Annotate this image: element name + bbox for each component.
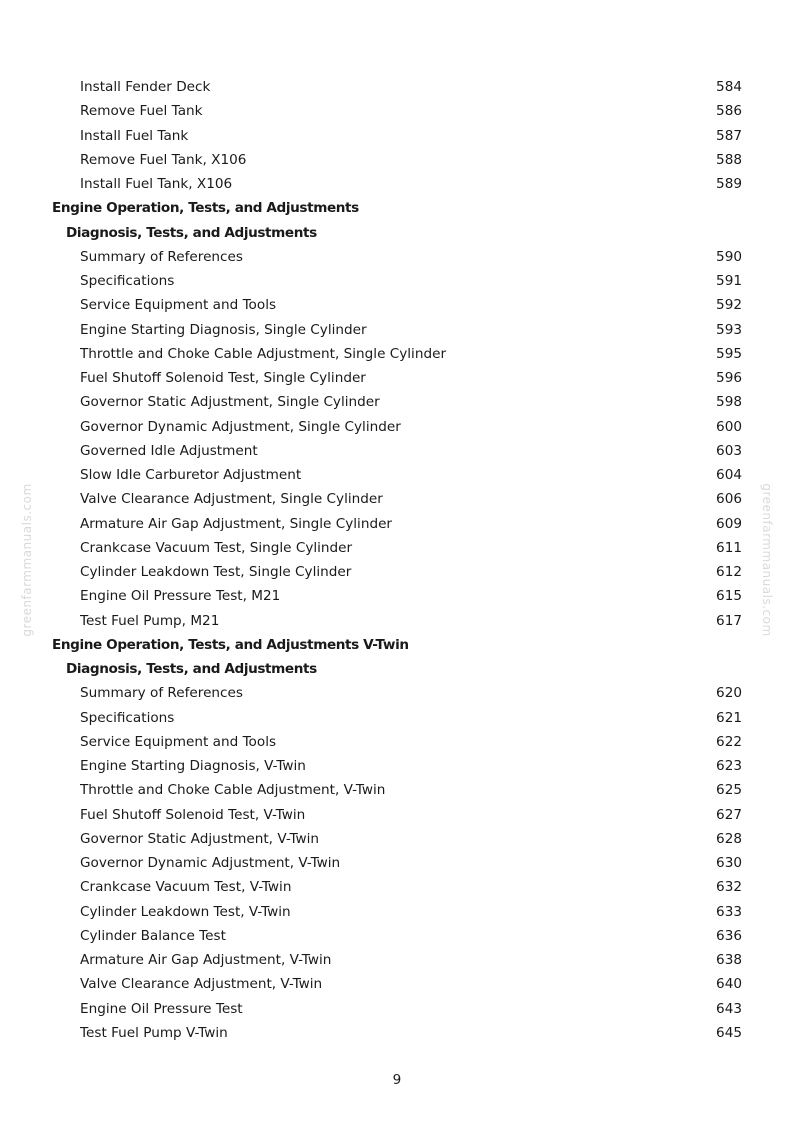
- toc-entry[interactable]: [0, 487, 794, 511]
- toc-entry[interactable]: [0, 875, 794, 899]
- toc-section-heading[interactable]: [0, 196, 794, 220]
- toc-entry-title: Engine Operation, Tests, and Adjustments: [52, 200, 359, 217]
- toc-entry-title: Governor Dynamic Adjustment, V-Twin: [80, 855, 341, 871]
- toc-entry[interactable]: [0, 609, 794, 633]
- toc-entry[interactable]: [0, 293, 794, 317]
- toc-entry-title: Fuel Shutoff Solenoid Test, V-Twin: [80, 806, 306, 823]
- page-number: 9: [392, 1072, 402, 1088]
- toc-entry-title: Diagnosis, Tests, and Adjustments: [66, 224, 317, 241]
- toc-entry[interactable]: [0, 390, 794, 414]
- toc-entry-title: Crankcase Vacuum Test, Single Cylinder: [80, 539, 353, 556]
- toc-entry-title: Engine Starting Diagnosis, V-Twin: [80, 758, 306, 774]
- toc-subsection-heading[interactable]: [0, 221, 794, 245]
- toc-entry-title: Armature Air Gap Adjustment, V-Twin: [80, 952, 332, 968]
- toc-entry-title: Specifications: [80, 273, 175, 289]
- toc-entry[interactable]: [0, 463, 794, 487]
- toc-entry-page-number: 606: [716, 491, 742, 508]
- toc-entry-page-number: 587: [716, 127, 742, 144]
- toc-entry-title: Governor Static Adjustment, V-Twin: [80, 830, 320, 847]
- toc-entry[interactable]: [0, 99, 794, 123]
- toc-entry[interactable]: [0, 366, 794, 390]
- toc-entry-page-number: 592: [716, 297, 742, 314]
- toc-entry-title: Engine Operation, Tests, and Adjustments V-Twin: [52, 636, 409, 653]
- toc-entry-page-number: 588: [716, 151, 742, 168]
- toc-entry[interactable]: [0, 318, 794, 342]
- toc-entry[interactable]: [0, 778, 794, 802]
- toc-entry-page-number: 611: [716, 539, 742, 556]
- toc-entry-title: Remove Fuel Tank, X106: [80, 151, 247, 168]
- toc-entry[interactable]: [0, 439, 794, 463]
- toc-entry-title: Cylinder Leakdown Test, V-Twin: [80, 903, 291, 920]
- toc-entry-title: Diagnosis, Tests, and Adjustments: [66, 661, 317, 677]
- toc-entry[interactable]: [0, 851, 794, 875]
- toc-entry-page-number: 604: [716, 467, 742, 483]
- toc-entry[interactable]: [0, 269, 794, 293]
- toc-entry-page-number: 600: [716, 418, 742, 435]
- toc-entry-title: Test Fuel Pump V-Twin: [80, 1024, 228, 1041]
- toc-entry-title: Install Fuel Tank, X106: [80, 176, 233, 192]
- toc-entry-title: Slow Idle Carburetor Adjustment: [80, 467, 302, 483]
- toc-entry-page-number: 630: [716, 855, 742, 871]
- toc-entry[interactable]: [0, 924, 794, 948]
- toc-entry-page-number: 643: [716, 1000, 742, 1017]
- toc-entry[interactable]: [0, 900, 794, 924]
- watermark-right: greenfarmmanuals.com: [760, 483, 774, 637]
- toc-entry[interactable]: [0, 948, 794, 972]
- toc-entry[interactable]: [0, 584, 794, 608]
- toc-entry-title: Valve Clearance Adjustment, Single Cylinder: [80, 491, 383, 508]
- toc-entry[interactable]: [0, 245, 794, 269]
- toc-entry-page-number: 598: [716, 394, 742, 411]
- toc-entry[interactable]: [0, 536, 794, 560]
- toc-entry-page-number: 632: [716, 879, 742, 896]
- toc-entry-title: Install Fender Deck: [80, 79, 211, 95]
- toc-entry-title: Service Equipment and Tools: [80, 297, 277, 314]
- toc-entry[interactable]: [0, 172, 794, 196]
- toc-entry[interactable]: [0, 754, 794, 778]
- toc-subsection-heading[interactable]: [0, 657, 794, 681]
- toc-entry[interactable]: [0, 997, 794, 1021]
- toc-entry-title: Throttle and Choke Cable Adjustment, V-Twin: [80, 782, 386, 799]
- toc-entry[interactable]: [0, 124, 794, 148]
- toc-entry-title: Cylinder Leakdown Test, Single Cylinder: [80, 564, 352, 580]
- toc-entry-title: Engine Oil Pressure Test: [80, 1000, 243, 1017]
- toc-entry-title: Summary of References: [80, 248, 243, 265]
- toc-entry[interactable]: [0, 803, 794, 827]
- toc-entry-page-number: 596: [716, 370, 742, 386]
- watermark-left: greenfarmmanuals.com: [20, 483, 34, 637]
- toc-entry[interactable]: [0, 560, 794, 584]
- toc-entry-page-number: 620: [716, 685, 742, 702]
- toc-entry-page-number: 586: [716, 103, 742, 120]
- toc-entry-page-number: 633: [716, 903, 742, 920]
- toc-entry-title: Summary of References: [80, 685, 243, 702]
- toc-section-heading[interactable]: [0, 633, 794, 657]
- toc-entry-page-number: 640: [716, 976, 742, 993]
- toc-entry-page-number: 638: [716, 952, 742, 968]
- toc-entry[interactable]: [0, 972, 794, 996]
- toc-entry-title: Install Fuel Tank: [80, 127, 189, 144]
- toc-entry-title: Service Equipment and Tools: [80, 733, 277, 750]
- toc-entry[interactable]: [0, 681, 794, 705]
- toc-entry[interactable]: [0, 1021, 794, 1045]
- toc-entry-page-number: 589: [716, 176, 742, 192]
- table-of-contents: [0, 75, 794, 1045]
- toc-entry-title: Cylinder Balance Test: [80, 927, 226, 944]
- toc-entry-title: Valve Clearance Adjustment, V-Twin: [80, 976, 323, 993]
- toc-entry-page-number: 636: [716, 927, 742, 944]
- toc-entry-page-number: 627: [716, 806, 742, 823]
- toc-entry-title: Remove Fuel Tank: [80, 103, 203, 120]
- toc-entry[interactable]: [0, 415, 794, 439]
- toc-entry-title: Governor Dynamic Adjustment, Single Cylinder: [80, 418, 401, 435]
- toc-entry-title: Governed Idle Adjustment: [80, 442, 258, 459]
- toc-entry-title: Specifications: [80, 709, 175, 726]
- toc-entry-page-number: 595: [716, 345, 742, 362]
- toc-entry-title: Fuel Shutoff Solenoid Test, Single Cylinder: [80, 370, 366, 386]
- toc-entry-page-number: 625: [716, 782, 742, 799]
- toc-entry-title: Armature Air Gap Adjustment, Single Cylinder: [80, 515, 393, 532]
- toc-entry-page-number: 622: [716, 733, 742, 750]
- toc-entry-page-number: 645: [716, 1024, 742, 1041]
- toc-entry-page-number: 621: [716, 709, 742, 726]
- toc-entry-title: Engine Starting Diagnosis, Single Cylinder: [80, 321, 367, 338]
- toc-entry-page-number: 584: [716, 79, 742, 95]
- toc-entry-page-number: 615: [716, 588, 742, 605]
- toc-entry-page-number: 612: [716, 564, 742, 580]
- toc-entry[interactable]: [0, 706, 794, 730]
- toc-entry-page-number: 593: [716, 321, 742, 338]
- toc-entry-page-number: 590: [716, 248, 742, 265]
- toc-entry-title: Throttle and Choke Cable Adjustment, Single Cylinder: [80, 345, 447, 362]
- toc-entry-title: Engine Oil Pressure Test, M21: [80, 588, 281, 605]
- toc-entry[interactable]: [0, 827, 794, 851]
- toc-entry-title: Governor Static Adjustment, Single Cylinder: [80, 394, 380, 411]
- toc-entry-page-number: 591: [716, 273, 742, 289]
- toc-entry[interactable]: [0, 512, 794, 536]
- toc-entry-page-number: 603: [716, 442, 742, 459]
- toc-entry[interactable]: [0, 148, 794, 172]
- toc-entry-title: Test Fuel Pump, M21: [80, 612, 220, 629]
- toc-entry-page-number: 609: [716, 515, 742, 532]
- toc-entry-title: Crankcase Vacuum Test, V-Twin: [80, 879, 292, 896]
- toc-entry[interactable]: [0, 75, 794, 99]
- toc-entry-page-number: 617: [716, 612, 742, 629]
- toc-entry[interactable]: [0, 730, 794, 754]
- toc-entry-page-number: 628: [716, 830, 742, 847]
- toc-entry-page-number: 623: [716, 758, 742, 774]
- toc-entry[interactable]: [0, 342, 794, 366]
